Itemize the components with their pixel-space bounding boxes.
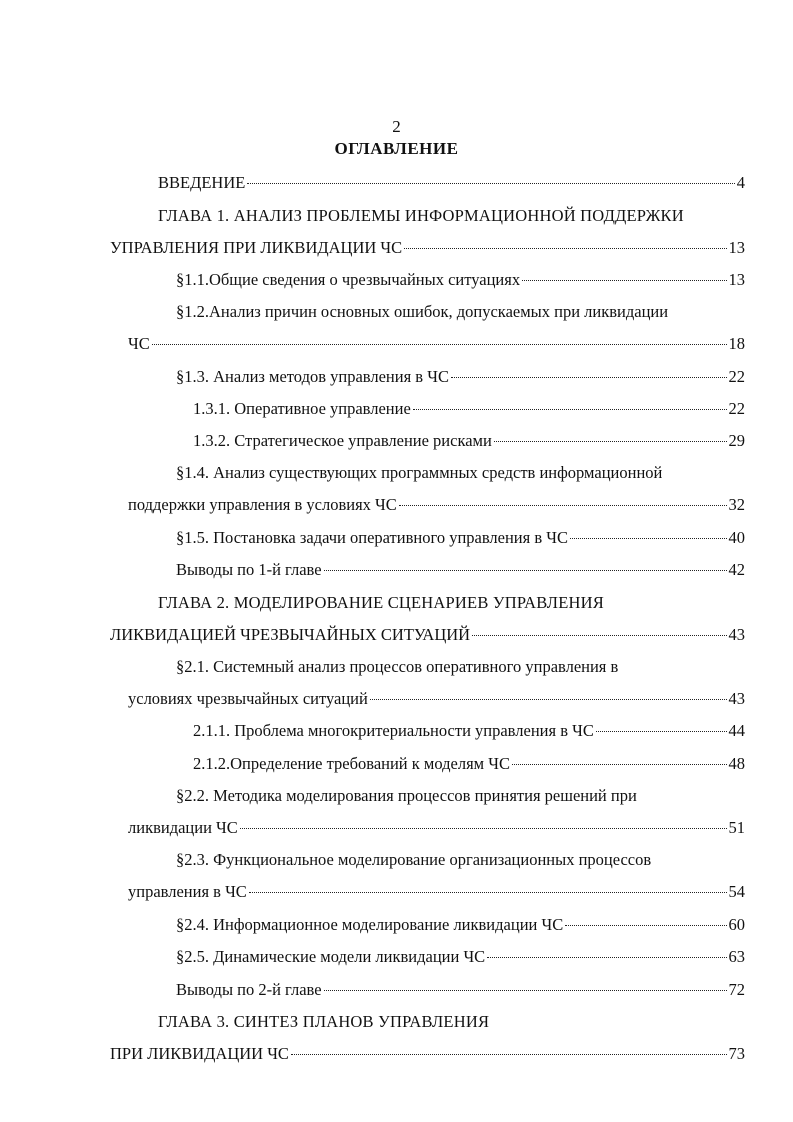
toc-entry-page: 60 <box>728 915 745 934</box>
toc-entry-text: §1.5. Постановка задачи оперативного управления в ЧС <box>176 528 568 547</box>
toc-entry-1-2-cont <box>128 333 745 355</box>
leader-dots <box>451 377 727 378</box>
toc-entry-page: 51 <box>728 818 745 837</box>
toc-entry-text: поддержки управления в условиях ЧС <box>128 495 397 514</box>
toc-entry-page: 43 <box>728 689 745 708</box>
toc-entry-2-1 <box>176 656 618 678</box>
toc-chapter-3-cont <box>110 1043 745 1065</box>
toc-entry-text: §2.5. Динамические модели ликвидации ЧС <box>176 947 486 966</box>
toc-entry-2-1-cont <box>128 688 745 710</box>
leader-dots <box>370 699 727 700</box>
leader-dots <box>494 441 727 442</box>
toc-entry-text: ЧС <box>128 334 150 353</box>
toc-entry-text: ВВЕДЕНИЕ <box>158 173 246 192</box>
toc-entry-1-3-2 <box>193 430 745 452</box>
toc-entry-text: УПРАВЛЕНИЯ ПРИ ЛИКВИДАЦИИ ЧС <box>110 238 403 257</box>
leader-dots <box>249 892 727 893</box>
toc-entry-text: 2.1.2.Определение требований к моделям ЧС <box>193 754 510 773</box>
toc-entry-1-2 <box>176 301 668 323</box>
toc-entry-2-3-cont <box>128 881 745 903</box>
leader-dots <box>247 183 734 184</box>
toc-chapter-3-title <box>158 1011 489 1033</box>
toc-entry-page: 42 <box>728 560 745 579</box>
toc-entry-page: 18 <box>728 334 745 353</box>
leader-dots <box>487 957 726 958</box>
toc-entry-2-2-cont <box>128 817 745 839</box>
page-number: 2 <box>392 117 401 136</box>
toc-entry-2-2 <box>176 785 637 807</box>
leader-dots <box>512 764 727 765</box>
toc-entry-1-5 <box>176 527 745 549</box>
leader-dots <box>472 635 726 636</box>
toc-entry-text: §2.3. Функциональное моделирование организационных процессов <box>176 850 652 869</box>
toc-entry-2-3 <box>176 849 651 871</box>
toc-chapter-2-cont <box>110 624 745 646</box>
toc-entry-2-1-1 <box>193 720 745 742</box>
toc-entry-text: 2.1.1. Проблема многокритериальности управления в ЧС <box>193 721 594 740</box>
toc-entry-text: Выводы по 1-й главе <box>176 560 322 579</box>
toc-entry-2-5 <box>176 946 745 968</box>
toc-chapter-2-title <box>158 592 604 614</box>
toc-entry-text: §2.4. Информационное моделирование ликвидации ЧС <box>176 915 564 934</box>
leader-dots <box>240 828 727 829</box>
leader-dots <box>596 731 727 732</box>
toc-entry-page: 32 <box>728 495 745 514</box>
toc-entry-text: §2.1. Системный анализ процессов оперативного управления в <box>176 657 619 676</box>
toc-entry-text: ЛИКВИДАЦИЕЙ ЧРЕЗВЫЧАЙНЫХ СИТУАЦИЙ <box>110 625 471 644</box>
toc-entry-text: 1.3.1. Оперативное управление <box>193 399 411 418</box>
leader-dots <box>522 280 726 281</box>
leader-dots <box>324 990 727 991</box>
toc-entry-text: §1.2.Анализ причин основных ошибок, допускаемых при ликвидации <box>176 302 669 321</box>
toc-entry-page: 54 <box>728 882 745 901</box>
toc-entry-page: 43 <box>728 625 745 644</box>
toc-entry-page: 4 <box>736 173 745 192</box>
toc-entry-1-4-cont <box>128 494 745 516</box>
toc-entry-page: 72 <box>728 980 745 999</box>
toc-entry-text: 1.3.2. Стратегическое управление рисками <box>193 431 492 450</box>
toc-entry-1-3-1 <box>193 398 745 420</box>
leader-dots <box>324 570 727 571</box>
toc-entry-text: §2.2. Методика моделирования процессов принятия решений при <box>176 786 637 805</box>
toc-entry-page: 73 <box>728 1044 745 1063</box>
toc-entry-text: ликвидации ЧС <box>128 818 238 837</box>
toc-entry-page: 13 <box>728 238 745 257</box>
toc-entry-1-3 <box>176 366 745 388</box>
toc-entry-2-4 <box>176 914 745 936</box>
toc-entry-page: 63 <box>728 947 745 966</box>
toc-entry-page: 13 <box>728 270 745 289</box>
toc-chapter-1-title <box>158 205 684 227</box>
leader-dots <box>399 505 727 506</box>
leader-dots <box>565 925 726 926</box>
toc-entry-page: 40 <box>728 528 745 547</box>
toc-entry-conclusions-1 <box>176 559 745 581</box>
toc-entry-text: ГЛАВА 3. СИНТЕЗ ПЛАНОВ УПРАВЛЕНИЯ <box>158 1012 490 1031</box>
toc-entry-text: условиях чрезвычайных ситуаций <box>128 689 368 708</box>
toc-entry-page: 22 <box>728 367 745 386</box>
toc-entry-conclusions-2 <box>176 979 745 1001</box>
toc-entry-introduction <box>158 172 745 194</box>
leader-dots <box>152 344 727 345</box>
toc-entry-1-4 <box>176 462 662 484</box>
toc-entry-page: 48 <box>728 754 745 773</box>
toc-entry-text: управления в ЧС <box>128 882 247 901</box>
toc-entry-text: §1.3. Анализ методов управления в ЧС <box>176 367 449 386</box>
toc-entry-text: Выводы по 2-й главе <box>176 980 322 999</box>
toc-heading: ОГЛАВЛЕНИЕ <box>334 139 459 158</box>
leader-dots <box>413 409 727 410</box>
toc-entry-text: ГЛАВА 2. МОДЕЛИРОВАНИЕ СЦЕНАРИЕВ УПРАВЛЕНИЯ <box>158 593 604 612</box>
leader-dots <box>291 1054 727 1055</box>
toc-entry-text: §1.1.Общие сведения о чрезвычайных ситуациях <box>176 270 521 289</box>
leader-dots <box>404 248 726 249</box>
toc-entry-text: ПРИ ЛИКВИДАЦИИ ЧС <box>110 1044 289 1063</box>
toc-entry-text: §1.4. Анализ существующих программных средств информационной <box>176 463 663 482</box>
toc-entry-1-1 <box>176 269 745 291</box>
toc-entry-text: ГЛАВА 1. АНАЛИЗ ПРОБЛЕМЫ ИНФОРМАЦИОННОЙ ПОДДЕРЖКИ <box>158 206 684 225</box>
toc-entry-2-1-2 <box>193 753 745 775</box>
toc-entry-page: 44 <box>728 721 745 740</box>
leader-dots <box>570 538 727 539</box>
toc-entry-page: 22 <box>728 399 745 418</box>
toc-entry-page: 29 <box>728 431 745 450</box>
toc-chapter-1-cont <box>110 237 745 259</box>
